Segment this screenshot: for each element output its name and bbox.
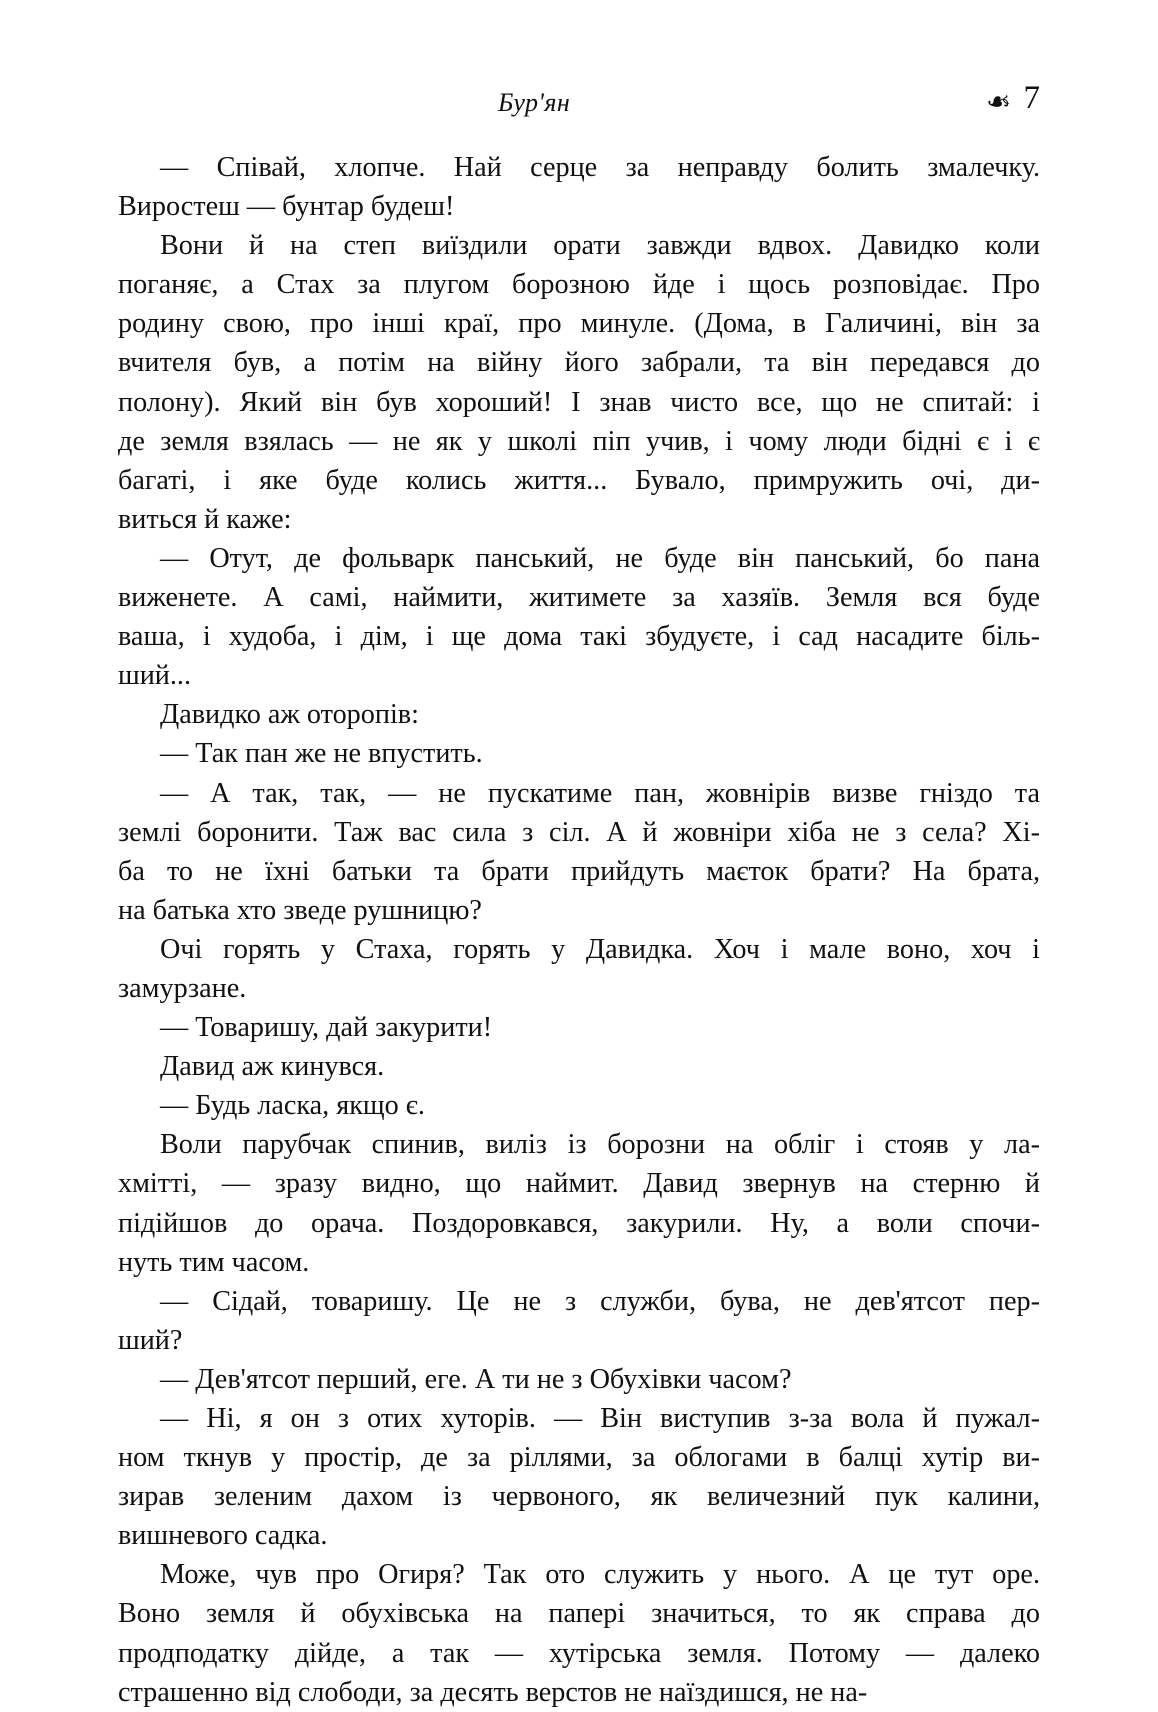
page-number: 7	[1023, 80, 1040, 116]
paragraph	[118, 539, 1040, 695]
text-line: Давид аж кинувся.	[160, 1051, 385, 1083]
text-line: на батька хто зведе рушницю?	[118, 894, 482, 926]
text-line: — А так, так, — не пускатиме пан, жовнірів визве гніздо та	[160, 777, 1040, 809]
paragraph	[118, 734, 1040, 773]
text-line: замурзане.	[118, 972, 247, 1004]
text-line: Воно земля й обухівська на папері значиться, то як справа до	[118, 1598, 1040, 1630]
text-line: — Товаришу, дай закурити!	[160, 1012, 493, 1044]
text-line: багаті, і яке буде колись життя... Бувало, примружить очі, ди-	[118, 464, 1040, 496]
text-line: виженете. А самі, наймити, житимете за хазяїв. Земля вся буде	[118, 582, 1040, 614]
paragraph	[118, 1086, 1040, 1125]
text-line: вчителя був, а потім на війну його забрали, та він передався до	[118, 347, 1040, 379]
text-line: зирав зеленим дахом із червоного, як величезний пук калини,	[118, 1481, 1040, 1513]
text-line: виться й каже:	[118, 503, 292, 535]
text-line: — Так пан же не впустить.	[160, 738, 483, 770]
body-text-block	[118, 148, 1040, 1712]
text-line: хмітті, — зразу видно, що наймит. Давид звернув на стерню й	[118, 1168, 1040, 1200]
paragraph	[118, 774, 1040, 930]
paragraph	[118, 1008, 1040, 1047]
text-line: Воли парубчак спинив, виліз із борозни на обліг і стояв у ла-	[160, 1129, 1040, 1161]
text-line: ший?	[118, 1324, 183, 1356]
text-line: родину свою, про інші краї, про минуле. (Дома, в Галичині, він за	[118, 308, 1040, 340]
text-line: — Будь ласка, якщо є.	[160, 1090, 425, 1122]
text-line: страшенно від слободи, за десять верстов не наїздишся, не на-	[118, 1676, 868, 1708]
text-line: ба то не їхні батьки та брати прийдуть маєток брати? На брата,	[118, 855, 1040, 887]
text-line: поганяє, а Стах за плугом борозною йде і щось розповідає. Про	[118, 269, 1040, 301]
text-line: Вони й на степ виїздили орати завжди вдвох. Давидко коли	[160, 230, 1040, 262]
text-line: де земля взялась — не як у школі піп учив, і чому люди бідні є і є	[118, 425, 1040, 457]
paragraph	[118, 1125, 1040, 1281]
text-line: Очі горять у Стаха, горять у Давидка. Хоч і мале воно, хоч і	[160, 933, 1040, 965]
text-line: продподатку дійде, а так — хутірська земля. Потому — далеко	[118, 1637, 1040, 1669]
paragraph	[118, 1282, 1040, 1360]
text-line: Може, чув про Огиря? Так ото служить у нього. А це тут оре.	[160, 1559, 1040, 1591]
page-folio	[986, 80, 1040, 119]
text-line: — Ні, я он з отих хуторів. — Він виступив з-за вола й пужал-	[160, 1403, 1040, 1434]
text-line: — Отут, де фольварк панський, не буде він панський, бо пана	[160, 542, 1040, 574]
leaf-flourish-ornament-icon: ❧	[986, 85, 1012, 119]
paragraph	[118, 1399, 1040, 1555]
paragraph	[118, 1555, 1040, 1711]
text-line: підійшов до орача. Поздоровкався, закурили. Ну, а воли спочи-	[118, 1207, 1040, 1239]
paragraph	[118, 1047, 1040, 1086]
text-line: ном ткнув у простір, де за ріллями, за облогами в балці хутір ви-	[118, 1442, 1040, 1474]
paragraph	[118, 226, 1040, 539]
text-line: ший...	[118, 660, 192, 692]
paragraph	[118, 148, 1040, 226]
running-head-title: Бур'ян	[498, 88, 571, 117]
text-line: нуть тим часом.	[118, 1246, 310, 1278]
text-line: — Сідай, товаришу. Це не з служби, бува, не дев'ятсот пер-	[160, 1285, 1040, 1317]
text-line: вишневого садка.	[118, 1520, 328, 1552]
text-line: — Дев'ятсот перший, еге. А ти не з Обухівки часом?	[160, 1363, 792, 1395]
paragraph	[118, 695, 1040, 734]
text-line: — Співай, хлопче. Най серце за неправду болить змалечку.	[160, 152, 1040, 183]
text-line: Давидко аж оторопів:	[160, 699, 419, 731]
text-line: Виростеш — бунтар будеш!	[118, 191, 455, 223]
text-line: ваша, і худоба, і дім, і ще дома такі збудуєте, і сад насадите біль-	[118, 621, 1040, 653]
text-line: землі боронити. Таж вас сила з сіл. А й жовніри хіба не з села? Хі-	[118, 816, 1040, 848]
running-head	[118, 80, 1040, 128]
paragraph	[118, 930, 1040, 1008]
text-line: полону). Який він був хороший! І знав чисто все, що не спитай: і	[118, 386, 1040, 418]
paragraph	[118, 1360, 1040, 1399]
